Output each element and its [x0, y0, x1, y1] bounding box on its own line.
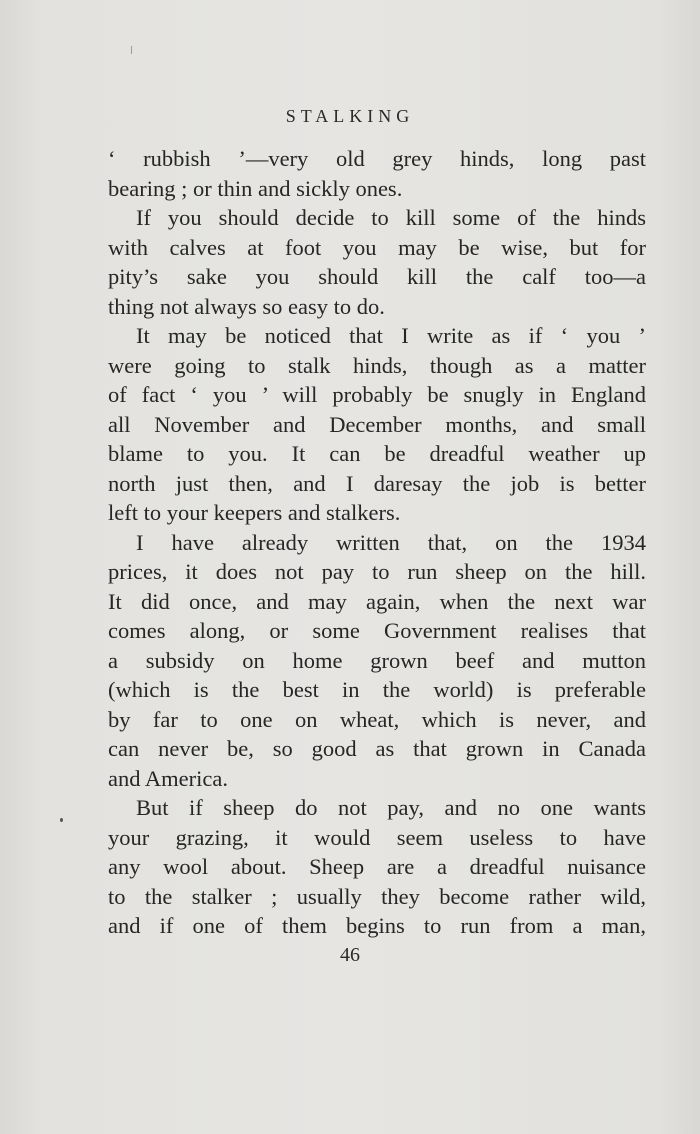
- paper-speck: [60, 818, 63, 822]
- text-line: (which is the best in the world) is preferable: [108, 677, 646, 702]
- text-line: a subsidy on home grown beef and mutton: [108, 647, 646, 673]
- text-line: comes along, or some Government realises that: [108, 618, 646, 643]
- text-line: of fact ‘ you ’ will probably be snugly in England: [108, 382, 646, 407]
- text-line: with calves at foot you may be wise, but for: [108, 234, 646, 260]
- text-line: I have already written that, on the 1934: [136, 529, 646, 555]
- running-head: STALKING: [285, 106, 415, 126]
- text-line: If you should decide to kill some of the hinds: [136, 205, 646, 230]
- text-line: prices, it does not pay to run sheep on the hill.: [108, 559, 646, 584]
- page-number: 46: [340, 944, 360, 966]
- body-text: [108, 144, 646, 941]
- text-line: and America.: [108, 765, 228, 791]
- text-line: It may be noticed that I write as if ‘ you ’: [136, 323, 646, 348]
- text-line: bearing ; or thin and sickly ones.: [108, 175, 403, 201]
- text-line: north just then, and I daresay the job is better: [108, 470, 646, 496]
- text-line: blame to you. It can be dreadful weather up: [108, 441, 646, 466]
- text-line: can never be, so good as that grown in Canada: [108, 736, 646, 761]
- text-line: pity’s sake you should kill the calf too—a: [108, 264, 646, 289]
- text-line: by far to one on wheat, which is never, and: [108, 706, 646, 732]
- text-line: and if one of them begins to run from a man,: [108, 913, 646, 938]
- paragraph: [108, 203, 646, 321]
- text-line: all November and December months, and small: [108, 411, 646, 437]
- text-line: any wool about. Sheep are a dreadful nuisance: [108, 854, 646, 879]
- paragraph: [108, 793, 646, 941]
- text-line: left to your keepers and stalkers.: [108, 500, 401, 525]
- text-line: your grazing, it would seem useless to have: [108, 824, 646, 850]
- paragraph: [108, 321, 646, 528]
- paragraph: [108, 528, 646, 794]
- text-line: thing not always so easy to do.: [108, 293, 385, 319]
- paper-speck: [131, 46, 132, 54]
- text-line: But if sheep do not pay, and no one wants: [136, 795, 646, 820]
- text-line: to the stalker ; usually they become rather wild,: [108, 883, 646, 909]
- text-line: It did once, and may again, when the next war: [108, 588, 646, 614]
- paragraph: [108, 144, 646, 203]
- text-line: ‘ rubbish ’—very old grey hinds, long past: [108, 146, 646, 171]
- text-line: were going to stalk hinds, though as a matter: [108, 352, 646, 378]
